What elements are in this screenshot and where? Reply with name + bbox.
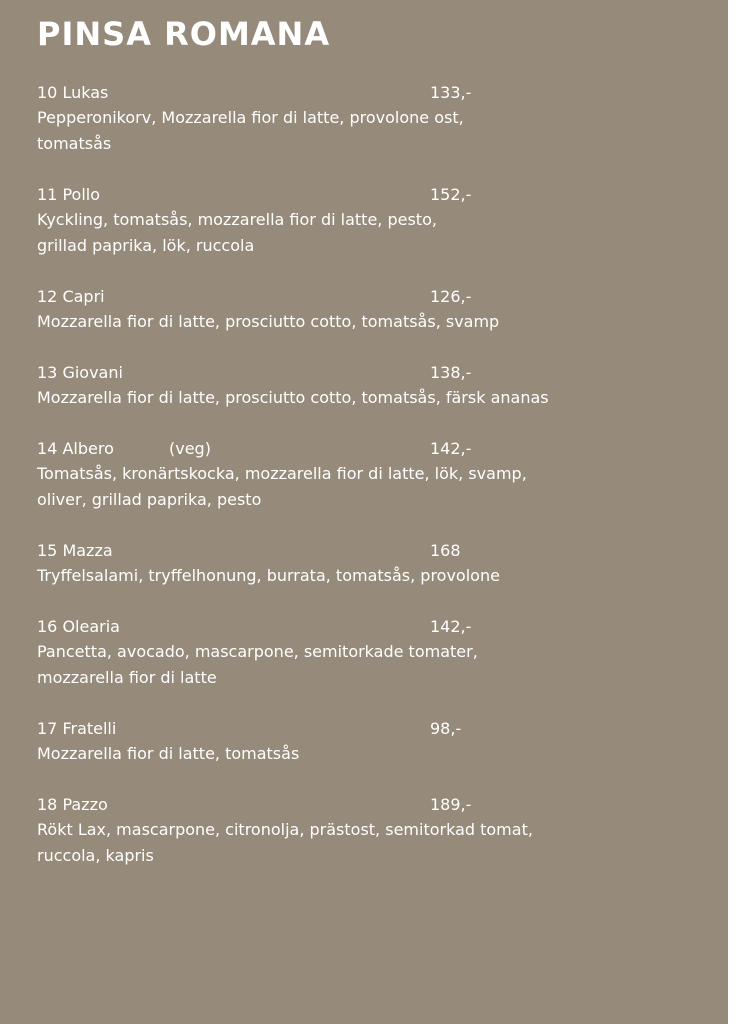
menu-item-price: 98,- — [430, 719, 462, 738]
menu-item-description — [37, 563, 637, 589]
menu-item — [37, 80, 707, 157]
menu-item-header — [37, 792, 707, 817]
menu-item-description-line: grillad paprika, lök, ruccola — [37, 236, 255, 255]
menu-item-description-line: Mozzarella fior di latte, tomatsås — [37, 744, 300, 763]
menu-item-description-line: ruccola, kapris — [37, 846, 154, 865]
menu-item-description — [37, 309, 637, 335]
menu-item-name: 14 Albero — [37, 439, 114, 458]
menu-item-name: 15 Mazza — [37, 541, 113, 560]
menu-item-price: 168 — [430, 541, 461, 560]
menu-item-name: 11 Pollo — [37, 185, 100, 204]
menu-item-description-line: oliver, grillad paprika, pesto — [37, 490, 262, 509]
menu-item-name: 18 Pazzo — [37, 795, 108, 814]
menu-item-description-line: Kyckling, tomatsås, mozzarella fior di latte, pesto, — [37, 210, 437, 229]
menu-item-price: 152,- — [430, 185, 472, 204]
menu-item — [37, 716, 707, 767]
menu-item-description — [37, 207, 637, 259]
menu-item-header — [37, 80, 707, 105]
menu-item-description — [37, 461, 637, 513]
menu-item-price: 133,- — [430, 83, 472, 102]
menu-items-list — [37, 80, 707, 894]
menu-item-header — [37, 614, 707, 639]
menu-item — [37, 538, 707, 589]
menu-item-price: 189,- — [430, 795, 472, 814]
menu-item — [37, 436, 707, 513]
menu-item-name: 17 Fratelli — [37, 719, 117, 738]
menu-title: PINSA ROMANA — [37, 15, 331, 53]
menu-item — [37, 284, 707, 335]
menu-item-description — [37, 105, 637, 157]
menu-item-description-line: Rökt Lax, mascarpone, citronolja, prästost, semitorkad tomat, — [37, 820, 533, 839]
menu-item-description-line: Tomatsås, kronärtskocka, mozzarella fior di latte, lök, svamp, — [37, 464, 527, 483]
menu-item-description — [37, 741, 637, 767]
menu-item-description-line: Mozzarella fior di latte, prosciutto cotto, tomatsås, färsk ananas — [37, 388, 549, 407]
menu-item-name: 12 Capri — [37, 287, 105, 306]
menu-item — [37, 182, 707, 259]
menu-item-header — [37, 716, 707, 741]
menu-item-description-line: Mozzarella fior di latte, prosciutto cotto, tomatsås, svamp — [37, 312, 500, 331]
menu-item-header — [37, 360, 707, 385]
menu-item-description — [37, 385, 637, 411]
menu-item — [37, 360, 707, 411]
menu-item-header — [37, 436, 707, 461]
menu-item-description — [37, 639, 637, 691]
menu-item-name: 16 Olearia — [37, 617, 120, 636]
menu-item-price: 126,- — [430, 287, 472, 306]
menu-item-description — [37, 817, 637, 869]
menu-item-header — [37, 284, 707, 309]
menu-item-description-line: Pepperonikorv, Mozzarella fior di latte, provolone ost, — [37, 108, 464, 127]
menu-item-description-line: Tryffelsalami, tryffelhonung, burrata, tomatsås, provolone — [37, 566, 500, 585]
menu-item-name: 13 Giovani — [37, 363, 123, 382]
menu-item-price: 138,- — [430, 363, 472, 382]
menu-item-diet-tag: (veg) — [169, 439, 211, 458]
menu-item-header — [37, 538, 707, 563]
menu-item-description-line: tomatsås — [37, 134, 112, 153]
menu-item — [37, 614, 707, 691]
menu-item-price: 142,- — [430, 617, 472, 636]
menu-item-header — [37, 182, 707, 207]
menu-item-description-line: Pancetta, avocado, mascarpone, semitorkade tomater, — [37, 642, 478, 661]
menu-item-name: 10 Lukas — [37, 83, 109, 102]
menu-item-description-line: mozzarella fior di latte — [37, 668, 217, 687]
menu-item-price: 142,- — [430, 439, 472, 458]
menu-item — [37, 792, 707, 869]
